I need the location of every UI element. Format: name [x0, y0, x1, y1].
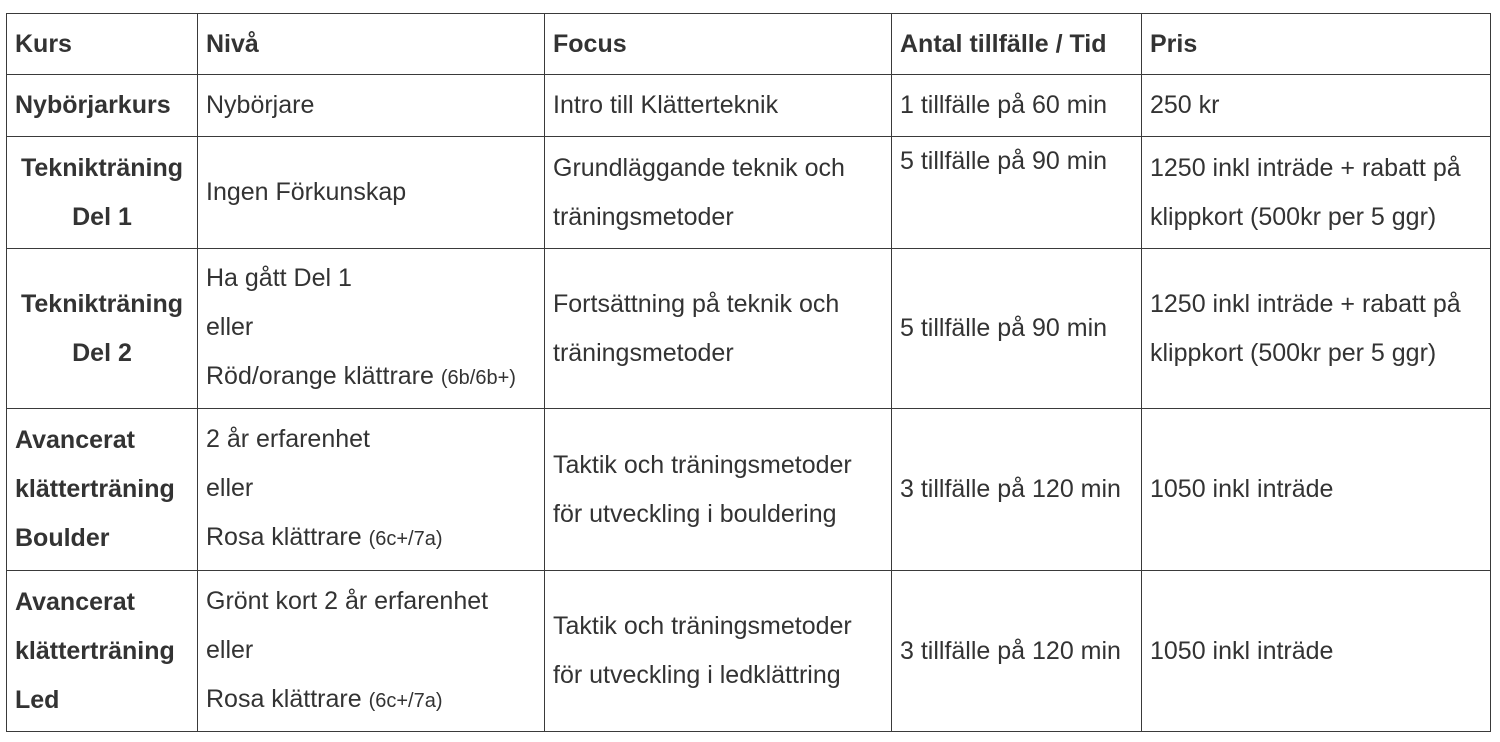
- level-cell: [198, 249, 545, 409]
- price-cell: [1142, 249, 1491, 409]
- price-text: 1050 inkl inträde: [1150, 636, 1334, 665]
- course-name: Del 2: [72, 338, 132, 367]
- focus-text: Fortsättning på teknik och: [553, 289, 840, 318]
- course-cell: [7, 249, 198, 409]
- grade-range: (6b/6b+): [440, 367, 516, 389]
- focus-cell: [545, 75, 892, 137]
- grade-range: (6c+/7a): [368, 528, 443, 550]
- table-row: [7, 409, 1491, 571]
- level-text: Ingen Förkunskap: [206, 178, 407, 206]
- course-cell: [7, 75, 198, 137]
- course-cell: [7, 571, 198, 732]
- focus-text: för utveckling i bouldering: [553, 499, 837, 528]
- table-row: [7, 137, 1491, 249]
- level-text: 2 år erfarenhet: [206, 425, 370, 453]
- focus-text: träningsmetoder: [553, 202, 734, 231]
- focus-cell: [545, 409, 892, 571]
- table-header-row: [7, 14, 1491, 75]
- focus-text: Intro till Klätterteknik: [553, 91, 779, 119]
- course-name: klätterträning: [15, 475, 175, 503]
- sessions-cell: 3 tillfälle på 120 min: [892, 409, 1142, 571]
- sessions-cell: 3 tillfälle på 120 min: [892, 571, 1142, 732]
- table-row: [7, 249, 1491, 409]
- price-text: 1050 inkl inträde: [1150, 475, 1334, 503]
- level-cell: [198, 137, 545, 249]
- focus-cell: [545, 571, 892, 732]
- price-text: klippkort (500kr per 5 ggr): [1150, 202, 1437, 231]
- course-name: Teknikträning: [20, 153, 184, 182]
- level-text: Rosa klättrare (6c+/7a): [206, 684, 443, 713]
- price-cell: [1142, 137, 1491, 249]
- sessions-cell: 5 tillfälle på 90 min: [892, 249, 1142, 409]
- price-text: 1250 inkl inträde + rabatt på: [1150, 289, 1461, 318]
- price-cell: [1142, 75, 1491, 137]
- level-text: Rosa klättrare (6c+/7a): [206, 523, 443, 551]
- level-text: Nybörjare: [206, 91, 315, 119]
- price-text: 1250 inkl inträde + rabatt på: [1150, 153, 1461, 182]
- course-cell: [7, 137, 198, 249]
- course-name: Boulder: [15, 524, 110, 552]
- course-name: Teknikträning: [20, 289, 184, 318]
- level-text: eller: [206, 474, 254, 502]
- focus-cell: [545, 249, 892, 409]
- header-focus: Focus: [545, 14, 892, 75]
- course-cell: [7, 409, 198, 571]
- focus-text: träningsmetoder: [553, 338, 734, 367]
- sessions-cell: 1 tillfälle på 60 min: [892, 75, 1142, 137]
- level-text: eller: [206, 635, 254, 664]
- course-table: [6, 13, 1491, 732]
- course-name: klätterträning: [15, 636, 175, 665]
- course-name: Avancerat: [15, 587, 135, 616]
- price-cell: [1142, 409, 1491, 571]
- price-cell: [1142, 571, 1491, 732]
- focus-text: för utveckling i ledklättring: [553, 661, 841, 689]
- level-text: Grönt kort 2 år erfarenhet: [206, 586, 489, 615]
- level-text: Ha gått Del 1: [206, 264, 352, 292]
- table-row: [7, 571, 1491, 732]
- focus-text: Taktik och träningsmetoder: [553, 612, 852, 640]
- level-cell: [198, 409, 545, 571]
- level-cell: [198, 571, 545, 732]
- price-text: 250 kr: [1150, 91, 1220, 119]
- level-text: eller: [206, 313, 254, 341]
- level-text: Röd/orange klättrare (6b/6b+): [206, 362, 516, 390]
- header-level: Nivå: [198, 14, 545, 75]
- focus-text: Taktik och träningsmetoder: [553, 450, 852, 479]
- level-cell: [198, 75, 545, 137]
- focus-cell: [545, 137, 892, 249]
- header-sessions: Antal tillfälle / Tid: [892, 14, 1142, 75]
- course-name: Led: [15, 685, 60, 714]
- course-name: Avancerat: [15, 426, 135, 454]
- price-text: klippkort (500kr per 5 ggr): [1150, 338, 1437, 367]
- course-name: Del 1: [72, 202, 132, 231]
- grade-range: (6c+/7a): [368, 689, 443, 712]
- focus-text: Grundläggande teknik och: [553, 153, 845, 182]
- header-price: Pris: [1142, 14, 1491, 75]
- header-course: Kurs: [7, 14, 198, 75]
- course-name: Nybörjarkurs: [15, 91, 171, 119]
- table-row: [7, 75, 1491, 137]
- sessions-cell: 5 tillfälle på 90 min: [892, 137, 1142, 249]
